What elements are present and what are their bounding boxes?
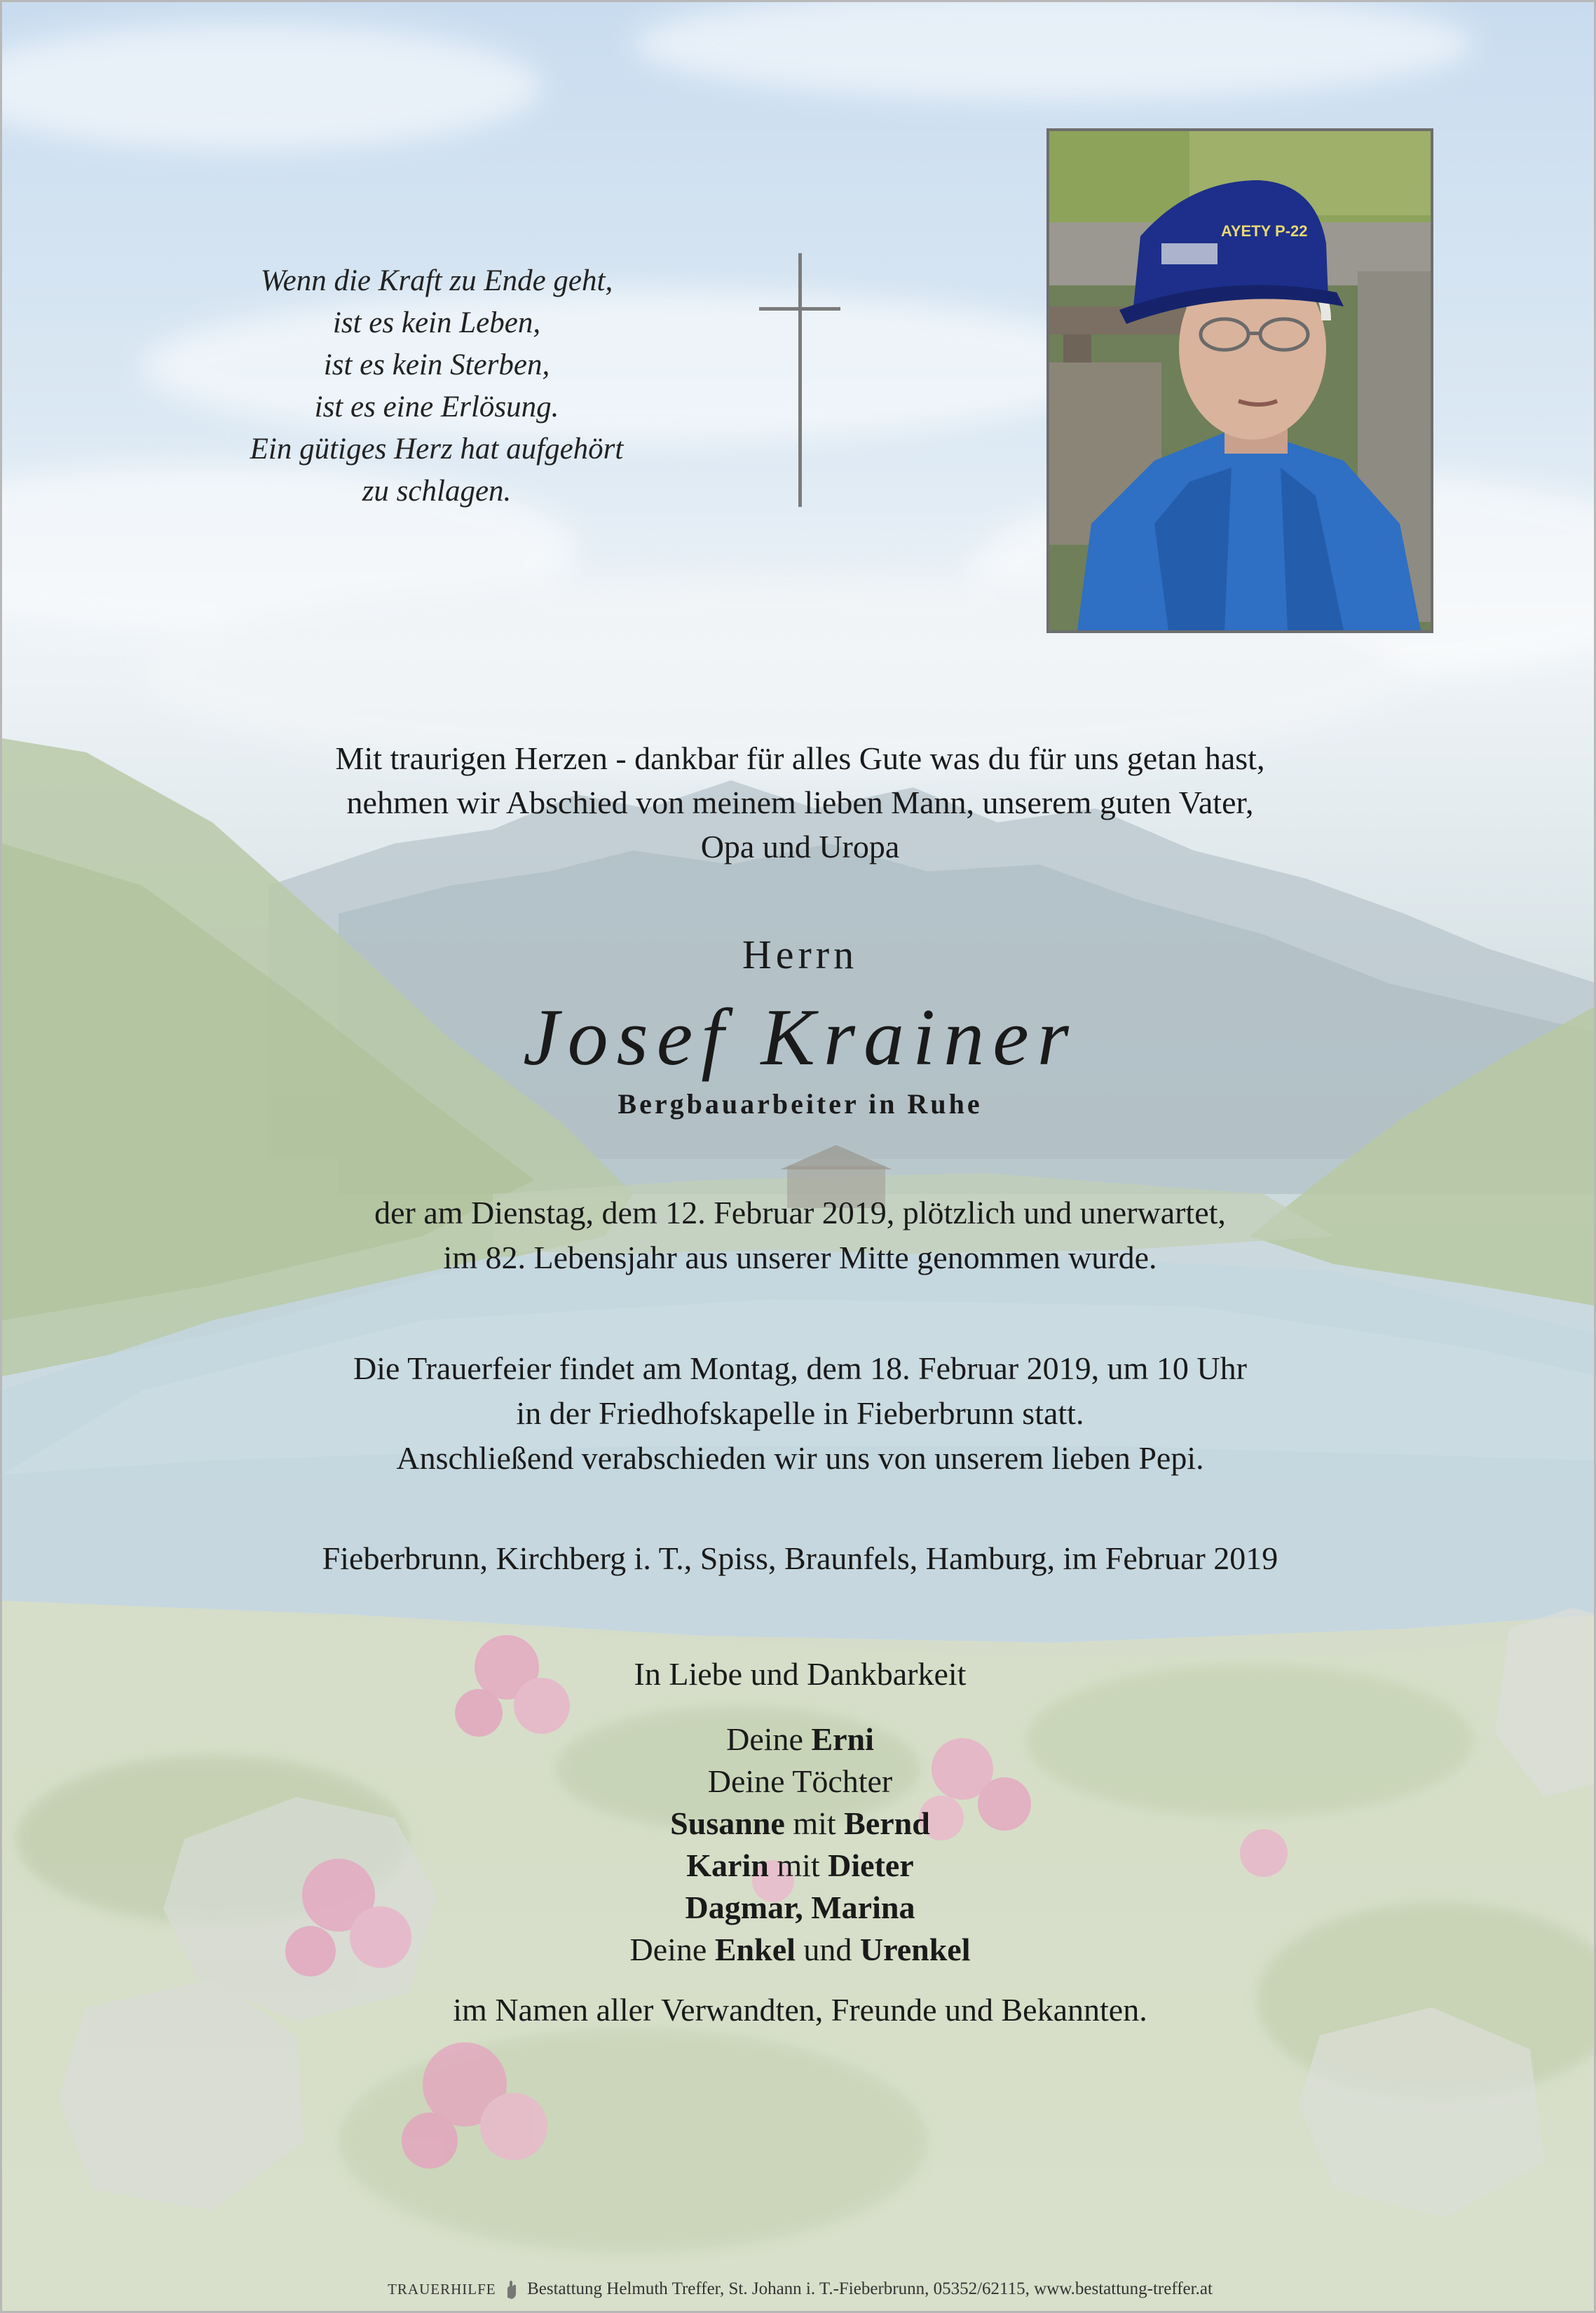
footer-brand: TRAUERHILFE (388, 2281, 496, 2298)
intro-line: Opa und Uropa (700, 829, 900, 864)
family-name: Karin (686, 1847, 769, 1883)
intro-text (2, 736, 1596, 869)
family-name: Erni (811, 1721, 874, 1757)
funeral-info (2, 1346, 1596, 1481)
family-line-karin (2, 1845, 1596, 1887)
death-notice (2, 1191, 1596, 1280)
funeral-line: Anschließend verabschieden wir uns von unserem lieben Pepi. (396, 1440, 1204, 1476)
intro-line: nehmen wir Abschied von meinem lieben Mann, unserem guten Vater, (346, 785, 1254, 820)
family-line-dagmar (2, 1887, 1596, 1929)
family-name: Susanne (670, 1805, 785, 1841)
family-word: und (803, 1932, 852, 1967)
deceased-name: Josef Krainer (523, 993, 1077, 1083)
family-word: mit (793, 1805, 836, 1841)
funeral-line: Die Trauerfeier findet am Montag, dem 18. Februar 2019, um 10 Uhr (353, 1350, 1247, 1386)
footer-text: Bestattung Helmuth Treffer, St. Johann i. T.-Fieberbrunn, 05352/62115, www.bestattung-treffer.at (527, 2279, 1213, 2298)
quote-line: Ein gütiges Herz hat aufgehört (250, 433, 624, 466)
family-list (2, 1718, 1596, 1971)
intro-line: Mit traurigen Herzen - dankbar für alles Gute was du für uns getan hast, (335, 740, 1265, 776)
footer (2, 2279, 1596, 2300)
quote-line: zu schlagen. (362, 475, 512, 508)
places-and-date: Fieberbrunn, Kirchberg i. T., Spiss, Braunfels, Hamburg, im Februar 2019 (322, 1540, 1278, 1576)
quote-line: ist es eine Erlösung. (314, 391, 559, 423)
closing-line: im Namen aller Verwandten, Freunde und Bekannten. (453, 1992, 1147, 2028)
family-line-daughters: Deine Töchter (707, 1763, 893, 1799)
family-word: Deine (629, 1932, 707, 1967)
death-line: der am Dienstag, dem 12. Februar 2019, plötzlich und unerwartet, (374, 1195, 1226, 1230)
family-word: mit (777, 1847, 820, 1883)
quote-line: Wenn die Kraft zu Ende geht, (260, 264, 613, 297)
family-line-grandchildren (2, 1929, 1596, 1971)
trauerhilfe-hand-icon (505, 2279, 519, 2300)
family-word: Deine (726, 1721, 803, 1757)
family-name: Urenkel (859, 1932, 971, 1967)
funeral-line: in der Friedhofskapelle in Fieberbrunn statt. (516, 1395, 1084, 1431)
family-name: Enkel (714, 1932, 796, 1967)
cap-text: AYETY P-22 (1221, 222, 1308, 240)
family-name: Dieter (828, 1847, 914, 1883)
memorial-quote (142, 260, 731, 513)
family-line-wife (2, 1718, 1596, 1761)
quote-line: ist es kein Sterben, (323, 348, 550, 381)
portrait-photo (1046, 128, 1433, 633)
salutation: Herrn (742, 932, 859, 977)
family-line-susanne (2, 1803, 1596, 1845)
death-line: im 82. Lebensjahr aus unserer Mitte genommen wurde. (443, 1240, 1157, 1275)
quote-line: ist es kein Leben, (332, 306, 541, 339)
family-name: Dagmar, Marina (685, 1890, 915, 1925)
love-line: In Liebe und Dankbarkeit (634, 1656, 967, 1692)
family-name: Bernd (844, 1805, 930, 1841)
deceased-occupation: Bergbauarbeiter in Ruhe (618, 1088, 983, 1120)
